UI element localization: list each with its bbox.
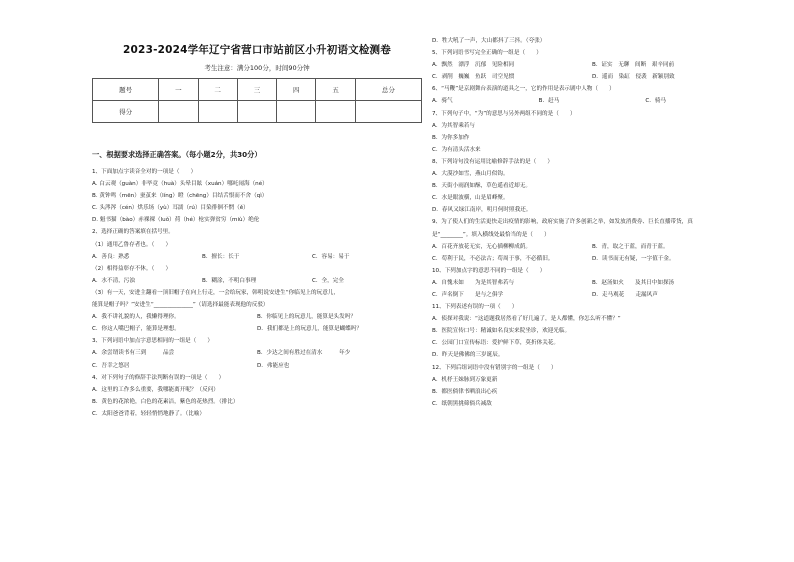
question-line: 4、对下列句子的修辞手法判断有误的一项是（ ） — [92, 374, 225, 381]
option-text: A．自愧未如 为是其智弗若与 — [432, 279, 515, 286]
option-row — [92, 326, 422, 333]
option-row — [432, 98, 752, 105]
score-cell — [277, 101, 316, 123]
question-line: A．这里的工作多么重要，我哪能离开呢？（反问） — [92, 386, 219, 393]
option-row — [432, 292, 752, 299]
option-text: C．你这人嘴巴帽子，能算是理想。 — [92, 326, 180, 333]
right-question-list — [432, 38, 752, 408]
question-line: A．机杼王妹脉到万象更新 — [432, 376, 498, 383]
option-row — [432, 74, 752, 81]
question-line: B．为你多加作 — [432, 134, 470, 141]
question-line: 7、下列句子中，“为”的意思与另外两组不同的是（ ） — [432, 110, 576, 117]
score-header-cell: 四 — [277, 79, 316, 101]
option-text: C．剥削 巍巍 鱼跃 司空见惯 — [432, 74, 515, 81]
question-line: 2、选择正确的答案填在括号里。 — [92, 229, 174, 236]
score-header-cell: 一 — [159, 79, 198, 101]
question-line: C. 头涔涔（cén）烘乐场（yù）耳濡（rú）目染徘徊不惘（ě） — [92, 205, 249, 212]
question-line: A．为其智乘若与 — [432, 122, 475, 129]
option-text: A．百花齐放花无实，无心插柳柳成荫。 — [432, 243, 531, 250]
question-line: B．天街小雨润如酥，草色遥看近却无。 — [432, 183, 531, 190]
question-line: C．太阳爸爸背着，轻轻悄悄地静了。（比喻） — [92, 410, 205, 417]
question-line: （1）通用乙鲁存者也。（ ） — [92, 241, 172, 248]
option-row — [432, 244, 752, 251]
question-line: D．牲大吼了一声，大山都抖了三抖。（夸张） — [432, 38, 546, 44]
option-text: B．少达之间有胜过在清水 年少 — [257, 350, 351, 357]
question-line: A．侦探对我说：“这道题我居然看了好几遍了，是人都懂，你怎么听不懂？” — [432, 316, 621, 323]
score-header-cell: 五 — [316, 79, 355, 101]
option-text: A．余尝谓读书有三到 品尝 — [92, 350, 175, 357]
option-text: C．骑马 — [645, 98, 667, 105]
score-table-score-row — [93, 101, 422, 123]
left-question-list — [92, 169, 422, 418]
option-text: C．全，完全 — [312, 277, 344, 284]
score-cell — [355, 101, 421, 123]
question-line: 10、下列加点字的意思不同的一组是（ ） — [432, 267, 546, 274]
question-line: D．昨天是佛佛的三岁诞辰。 — [432, 352, 504, 359]
score-cell — [198, 101, 237, 123]
option-text: C．苟利于民，不必法古；苟周于事，不必循旧。 — [432, 255, 554, 262]
score-table — [92, 78, 422, 123]
option-text: C．吾幸之悠居 — [92, 362, 130, 369]
left-column — [92, 42, 422, 423]
option-text: B．证实 无聊 间断 艰辛同前 — [592, 62, 675, 69]
option-text: C．声名倒下 是与之俱学 — [432, 291, 504, 298]
question-line: 8、下列诗句没有运用比喻修辞手法的是（ ） — [432, 158, 554, 165]
question-line: B．黄色的花浓艳，白色的花素洁，紫色的花热烈。（排比） — [92, 398, 239, 405]
option-text: B．赵汤如火 及其日中如探汤 — [592, 279, 675, 286]
option-text: B．糊涂，不明白事理 — [202, 277, 257, 284]
score-cell — [159, 101, 198, 123]
question-line: D. 魁书猫（bào）赤裸裸（luǒ）荷（hé）枪实弹贫穷（miù）绝伦 — [92, 217, 260, 224]
question-line: 6、“马鞭”是京剧舞台表演的道具之一，它的作用是表示剧中人物（ ） — [432, 86, 615, 93]
question-line: C．水是眼波横，山是眉峰聚。 — [432, 195, 509, 202]
question-line: D．春风又绿江南岸，明月何时照我还。 — [432, 207, 532, 214]
option-text: B．你临见上的玩意儿，能算是头发吗？ — [257, 314, 356, 321]
exam-notice: 考生注意：满分100分，时间90分钟 — [204, 64, 310, 72]
right-column — [432, 38, 752, 413]
option-text: B．擅长：长于 — [202, 253, 240, 260]
option-row — [92, 350, 422, 357]
score-header-cell: 二 — [198, 79, 237, 101]
score-header-cell: 总分 — [355, 79, 421, 101]
option-text: D．我们都是上的玩意儿，能算是蝴蝶吗？ — [257, 326, 362, 333]
option-text: D．走马观花 走漏风声 — [592, 291, 658, 298]
question-line: 12、下列后组词语中没有错别字的一组是（ ） — [432, 364, 557, 371]
score-table-header-row — [93, 79, 422, 101]
question-line: 1、下面加点字读音全对的一项是（ ） — [92, 169, 197, 175]
question-line: A. 白云观（guàn）非毕竟（huà）头晕目眩（xuán）哪吒闹海（né） — [92, 181, 268, 188]
question-line: 9、为了使人们的生活更快走出疫情的影响，政府实施了许多创新之举，如发放消费券、巨长直播带货，真 — [432, 219, 693, 226]
question-line: A．大漠沙如雪，燕山月似钩。 — [432, 171, 509, 178]
option-text: B．赶马 — [538, 98, 560, 105]
option-row — [92, 363, 422, 370]
question-line: （3）有一天，安进主翻看一顶旧帽子在向上行走，一会给玩家，韩明说安进生“你临见上的玩意儿， — [92, 289, 339, 296]
option-text: A．骑气 — [432, 98, 453, 105]
question-line: B．医院宣传口号：精诚如名良实来院坐诊，欢迎光临。 — [432, 328, 571, 335]
score-cell — [316, 101, 355, 123]
option-text: A．善良：熟悉 — [92, 253, 130, 260]
question-line: C．公园门口宣传标语：爱护鲜下草，莫折体关花。 — [432, 340, 559, 347]
score-header-cell: 三 — [237, 79, 276, 101]
option-text: A．我不讲礼貌的人，我懒得理你。 — [92, 314, 180, 321]
option-text: D．弗能应也 — [257, 362, 290, 369]
option-row — [432, 256, 752, 263]
question-line: B. 黄钟鸣（mēn）蚕茧来（líng）瞪（chēng）目结舌恨而不舍（qì） — [92, 193, 268, 200]
option-text: A．水不清，污浊 — [92, 277, 135, 284]
exam-title: 2023-2024学年辽宁省营口市站前区小升初语文检测卷 — [123, 44, 391, 56]
question-line: B．都医倘律书晒浪出心疾 — [432, 388, 498, 395]
score-row-label: 得分 — [93, 101, 159, 123]
option-row — [432, 280, 752, 287]
question-line: 5、下列词语书写完全正确的一组是（ ） — [432, 50, 542, 57]
option-row — [92, 278, 422, 285]
option-row — [92, 254, 422, 261]
question-line: 是“________”。填入横线处最恰当的是（ ） — [432, 231, 550, 238]
question-line: C．为有清头活水来 — [432, 146, 481, 153]
question-line: 3、下列词语中加点字意思相同的一组是（ ） — [92, 338, 214, 345]
question-line: C．纸朝黑挑筛倘兵减敌 — [432, 400, 492, 407]
option-text: D．遥而 染缸 侵袭 新颖别致 — [592, 74, 675, 81]
option-text: C．容易：易于 — [312, 253, 350, 260]
option-row — [432, 62, 752, 69]
score-cell — [237, 101, 276, 123]
question-line: （2）相得益彰存不休。（ ） — [92, 265, 172, 272]
question-line: 能算是帽子吗？”安进生“______________”（请选择最能表现他的反驳） — [92, 302, 269, 309]
option-text: D．读书而无有疑，一字值千金。 — [592, 255, 675, 262]
option-row — [92, 314, 422, 321]
question-line: 11、下列表述有误的一项（ ） — [432, 304, 518, 311]
section-heading: 一、根据要求选择正确答案。（每小题2分，共30分） — [92, 150, 262, 159]
option-text: B．青，取之于蓝，而青于蓝。 — [592, 243, 669, 250]
option-text: A．飘然 漂浮 沉郁 见险相同 — [432, 62, 515, 69]
score-header-cell: 题号 — [93, 79, 159, 101]
